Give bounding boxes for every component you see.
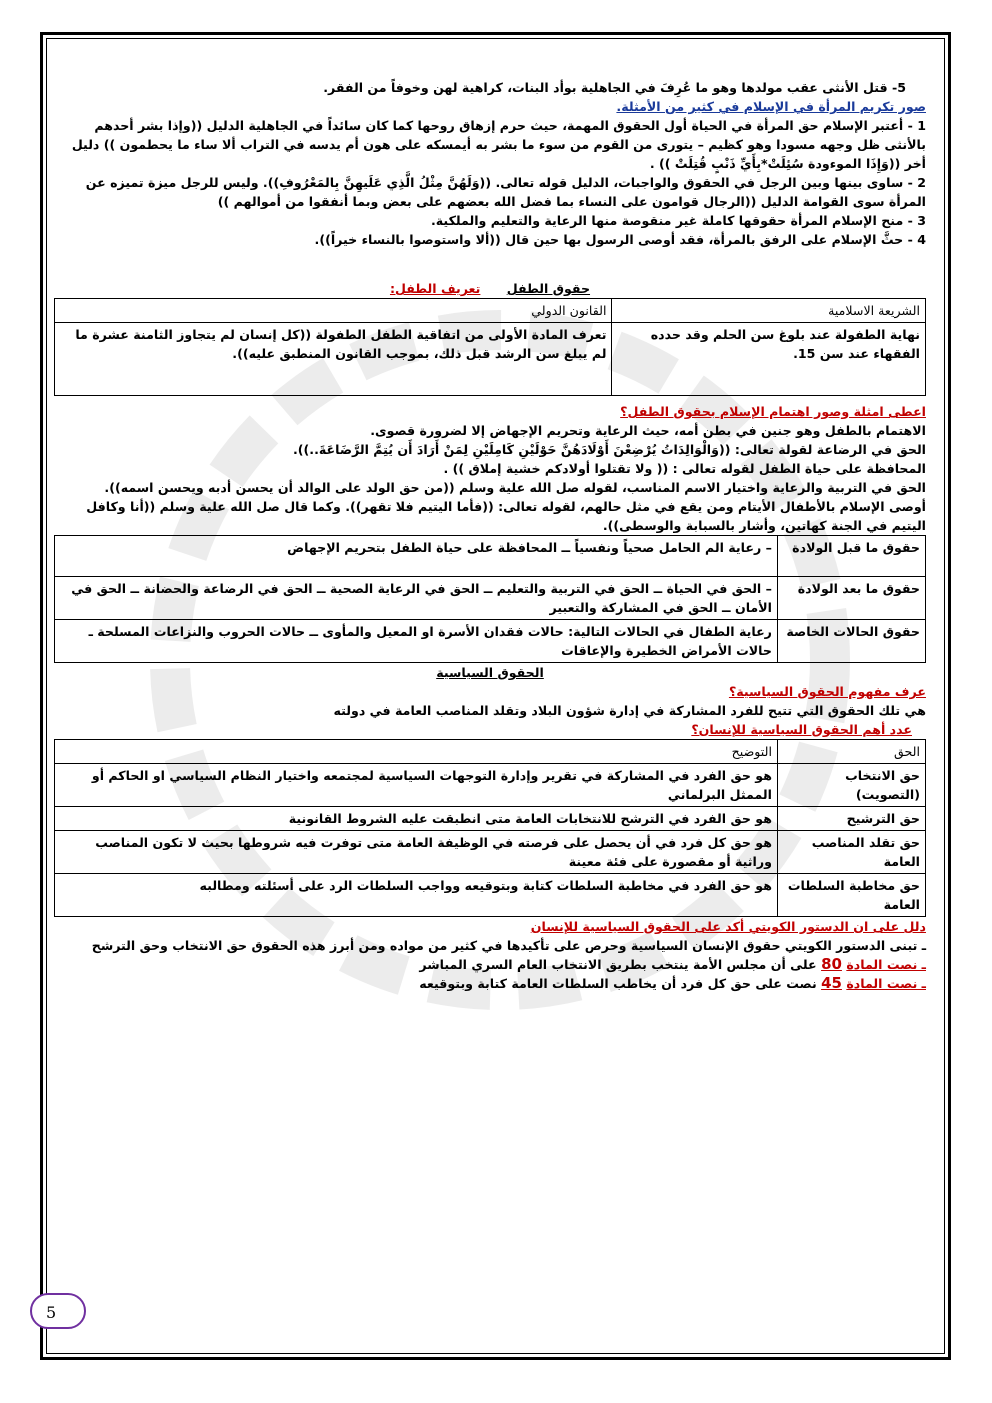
child-examples-question: اعطى امثلة وصور اهتمام الإسلام بحقوق الطفل؟ [620,404,926,419]
article-text: نصت على حق كل فرد أن يخاطب السلطات العامة كتابة وبتوقيعه [419,976,817,991]
article-prefix: ـ نصت المادة [846,957,926,972]
row-label: حقوق ما قبل الولادة [777,536,925,577]
article-number: 45 [821,974,842,992]
table-row [55,764,926,807]
article-prefix: ـ نصت المادة [846,976,926,991]
right-name: حق الانتخاب (التصويت) [777,764,925,807]
constitution-question: دلل على ان الدستور الكويتي أكد على الحقوق السياسية للإنسان [530,919,926,934]
child-definition-subtitle: تعريف الطفل: [389,281,481,296]
right-desc: هو حق الفرد في مخاطبة السلطات كتابة وبتوقيعه وواجب السلطات الرد على أسئلته ومطالبه [55,874,778,917]
child-example-2: الحق في الرضاعة لقولة تعالى: ((وَالْوَالِدَاتُ يُرْضِعْنَ أَوْلَادَهُنَّ حَوْلَيْنِ كَامِلَيْنِ لِمَنْ أَرَادَ أَن يُتِمَّ الرَّضَاعَةَ..)). [293,442,926,457]
political-rights-table-question: عدد أهم الحقوق السياسية للإنسان؟ [691,722,912,737]
row-desc: – الحق في الحياة ــ الحق في التربية والتعليم ــ الحق في الرعاية الصحية ــ الحق في الرضاعة والحضانة ــ الحق في الأمان ــ الحق في المشاركة والتعبير [55,577,778,620]
child-example-3: المحافظة على حياة الطفل لقوله تعالى : (( ولا تقتلوا أولادكم خشية إملاق )) . [443,461,926,476]
right-name: حق تقلد المناصب العامة [777,831,925,874]
right-desc: هو حق الفرد في المشاركة في تقرير وإدارة التوجهات السياسية لمجتمعه واختيار النظام السياسي او الحاكم أو الممثل البرلماني [55,764,778,807]
women-item-1: 1 - أعتبر الإسلام حق المرأة في الحياة أول الحقوق المهمة، حيث حرم إزهاق روحها كما كان سائداً في الجاهلية الدليل ((وإذا بشر أحدهم بالأنثى ظل وجهه مسودا وهو كظيم – يتورى من القوم من سوء ما بشر به أيمسكه على هون أم يدسه في التراب ألا ساء ما يحطمون )) دليل أخر ((وَإِذَا الموءودة سُئِلَتْ*بِأَيِّ ذَنْبٍ قُتِلَتْ )) . [71,118,926,171]
page-number-badge [30,1293,86,1329]
article-number: 80 [821,955,842,973]
women-item-2: 2 - ساوى بينها وبين الرجل في الحقوق والواجبات، الدليل قوله تعالى. ((وَلَهُنَّ مِثْلُ الَّذِي عَلَيهِنَّ بِالمَعْرُوفِ)). وليس للرجل ميزة تميزه عن المرأة سوى القوامة الدليل ((الرجال قوامون على النساء بما فضل الله بعضهم على بعض وبما أنفقوا من أموالهم )) [85,175,926,209]
right-name: حق الترشيح [777,807,925,831]
row-desc: رعاية الطفال في الحالات التالية: حالات فقدان الأسرة او المعيل والمأوى ــ حالات الحروب والنزاعات المسلحة ـ حالات الأمراض الخطيرة والإعاقات [55,620,778,663]
child-rights-title: حقوق الطفل [506,281,591,296]
table-row [55,620,926,663]
right-desc: هو حق الفرد في الترشح للانتخابات العامة متى انطبقت عليه الشروط القانونية [55,807,778,831]
page-number: 5 [46,1303,57,1322]
law-definition: تعرف المادة الأولى من اتفاقية الطفل الطفولة ((كل إنسان لم يتجاوز الثامنة عشرة ما لم يبلغ سن الرشد قبل ذلك، بموجب القانون المنطبق عليه)). [55,323,612,396]
table-row [55,807,926,831]
political-rights-question: عرف مفهوم الحقوق السياسية؟ [728,684,926,699]
constitution-article-45 [54,974,926,993]
intro-item [54,78,926,97]
political-rights-answer: هي تلك الحقوق التي تتيح للفرد المشاركة في إدارة شؤون البلاد وتقلد المناصب العامة في دولته [333,703,926,718]
child-example-5: أوصى الإسلام بالأطفال الأيتام ومن يقع في مثل حالهم، لقوله تعالى: ((فأما اليتيم فلا تقهر)). وكما قال صل الله علية وسلم ((أنا وكافل اليتيم في الجنة كهاتين، وأشار بالسبابة والوسطى)). [86,499,926,533]
sharia-definition: نهاية الطفولة عند بلوغ سن الحلم وقد حدده الفقهاء عند سن 15. [612,323,926,396]
table-row [55,831,926,874]
table-row [55,874,926,917]
article-text: على أن مجلس الأمة ينتخب بطريق الانتخاب العام السري المباشر [419,957,817,972]
col-sharia: الشريعة الاسلامية [612,299,926,323]
col-right: الحق [777,740,925,764]
child-definition-table [54,298,926,396]
row-desc: – رعاية الم الحامل صحياً ونفسياً ــ المحافظة على حياة الطفل بتحريم الإجهاض [55,536,778,577]
child-example-1: الاهتمام بالطفل وهو جنين في بطن أمه، حيث الرعاية وتحريم الإجهاض إلا لضرورة قصوى. [370,423,926,438]
child-rights-heading [54,279,926,298]
women-item-3: 3 - منح الإسلام المرأة حقوقها كاملة غير منقوصة منها الرعاية والتعليم والملكية. [431,213,926,228]
row-label: حقوق ما بعد الولادة [777,577,925,620]
women-heading: صور تكريم المرأة في الإسلام في كثير من الأمثلة. [616,99,926,114]
table-row [55,577,926,620]
intro-item-text: قتل الأنثى عقب مولدها وهو ما عُرِفَ في الجاهلية بوأد البنات، كراهية لهن وخوفاً من الفقر. [323,80,888,95]
constitution-intro: ـ تبنى الدستور الكويتي حقوق الإنسان السياسية وحرص على تأكيدها في كثير من مواده ومن أبرز هذه الحقوق حق الانتخاب وحق الترشح [91,938,926,953]
child-example-4: الحق في التربية والرعاية واختيار الاسم المناسب، لقوله صل الله علية وسلم ((من حق الولد على الوالد أن يحسن أدبه ويحسن اسمه)). [104,480,926,495]
col-explanation: التوضيح [55,740,778,764]
table-row [55,536,926,577]
political-rights-table [54,739,926,917]
women-item-4: 4 - حثَّ الإسلام على الرفق بالمرأة، فقد أوصى الرسول بها حين قال ((ألا واستوصوا بالنساء خيراً)). [314,232,926,247]
constitution-article-80 [54,955,926,974]
col-international-law: القانون الدولي [55,299,612,323]
intro-item-number: 5- [892,80,906,95]
row-label: حقوق الحالات الخاصة [777,620,925,663]
page-content [54,78,926,993]
right-desc: هو حق كل فرد في أن يحصل على فرصته في الوظيفة العامة متى توفرت فيه شروطها بحيث لا تكون المناصب وراثية أو مقصورة على فئة معينة [55,831,778,874]
political-rights-title: الحقوق السياسية [436,665,544,680]
right-name: حق مخاطبة السلطات العامة [777,874,925,917]
child-rights-table [54,535,926,663]
